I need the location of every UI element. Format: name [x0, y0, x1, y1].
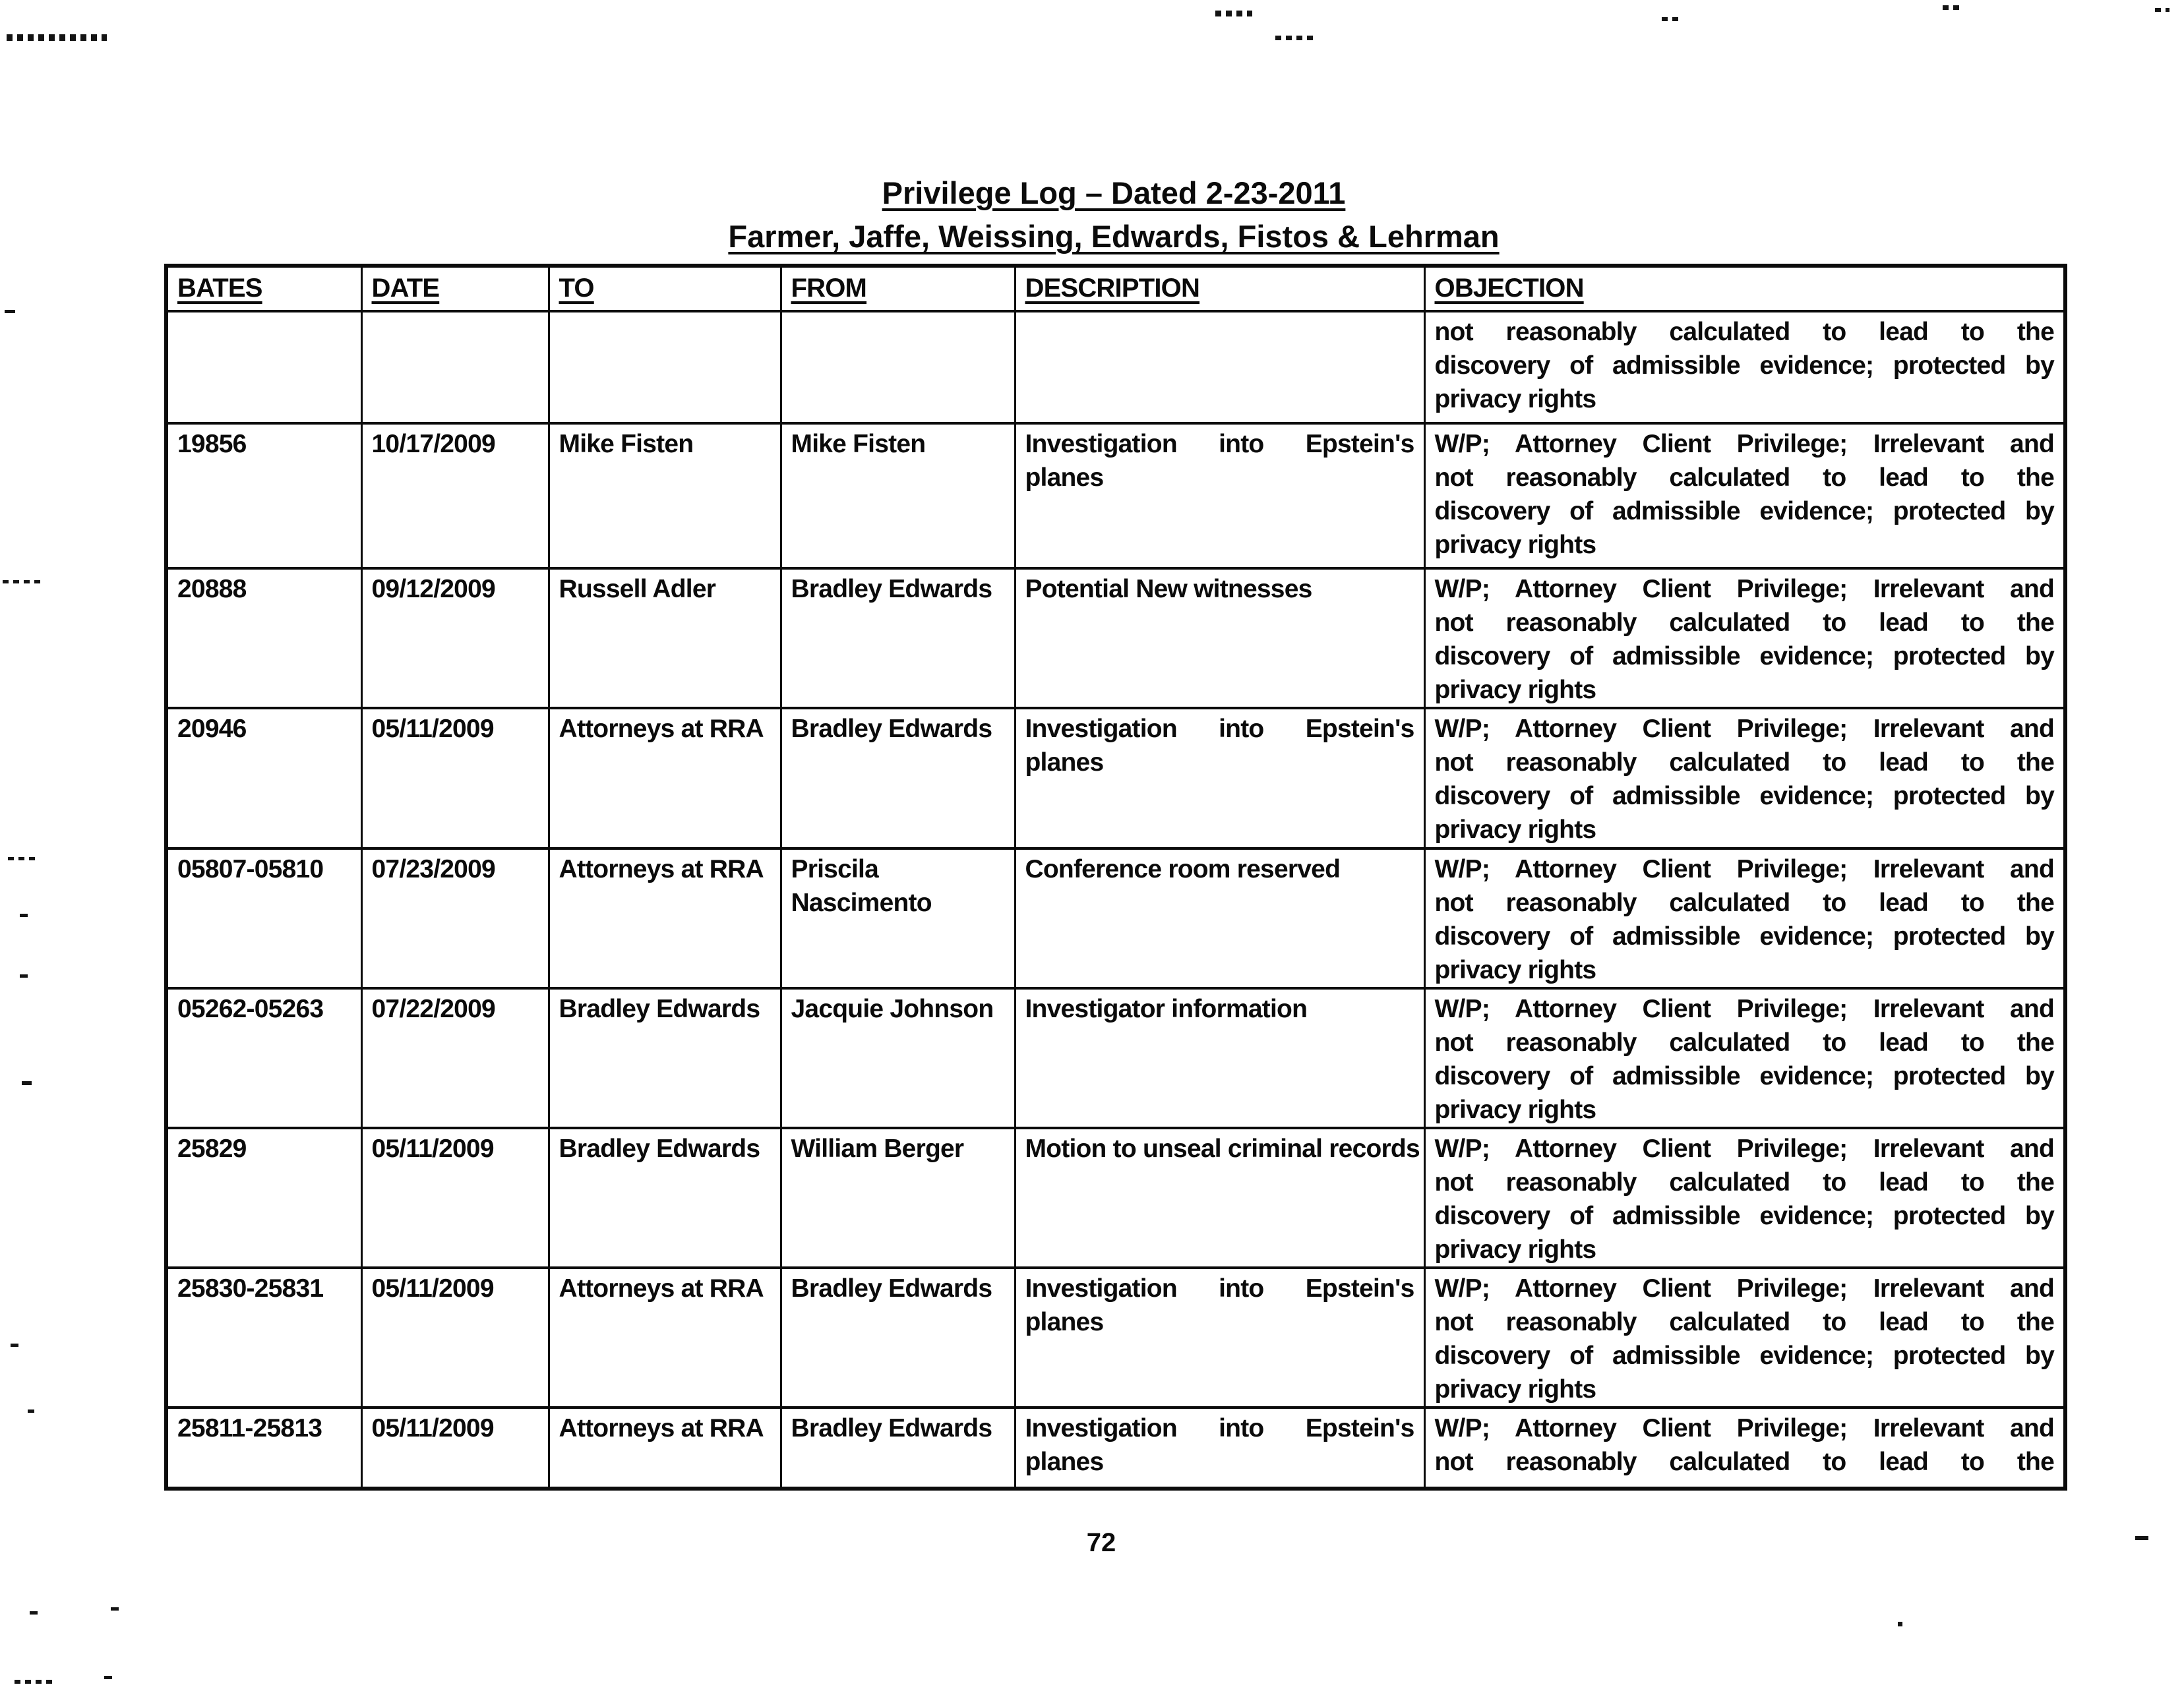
- table-row: [166, 568, 2065, 708]
- scan-artifact: [111, 1607, 119, 1611]
- scan-artifact: [8, 857, 38, 860]
- description-cell: Investigation into Epstein's planes: [1015, 423, 1424, 568]
- header-row: [166, 266, 2065, 311]
- scan-artifact: [1662, 17, 1683, 21]
- objection-cell: W/P; Attorney Client Privilege; Irrelevant and not reasonably calculated to lead to the discovery of admissible evidence; protected by privacy rights: [1424, 423, 2065, 568]
- objection-cell: W/P; Attorney Client Privilege; Irrelevant and not reasonably calculated to lead to the discovery of admissible evidence; protected by privacy rights: [1424, 848, 2065, 988]
- description-cell: Investigator information: [1015, 988, 1424, 1128]
- bates-cell: 05262-05263: [166, 988, 361, 1128]
- bates-cell: 19856: [166, 423, 361, 568]
- objection-cell: W/P; Attorney Client Privilege; Irrelevant and not reasonably calculated to lead to the discovery of admissible evidence; protected by privacy rights: [1424, 568, 2065, 708]
- objection-cell: W/P; Attorney Client Privilege; Irrelevant and not reasonably calculated to lead to the discovery of admissible evidence; protected by privacy rights: [1424, 708, 2065, 848]
- from-cell: Priscila Nascimento: [781, 848, 1015, 988]
- from-cell: William Berger: [781, 1128, 1015, 1268]
- scan-artifact: [1275, 36, 1314, 40]
- description-cell: Potential New witnesses: [1015, 568, 1424, 708]
- scan-artifact: [1943, 5, 1961, 10]
- description-cell: [1015, 311, 1424, 423]
- from-cell: Jacquie Johnson: [781, 988, 1015, 1128]
- table-row: [166, 1408, 2065, 1489]
- from-cell: Bradley Edwards: [781, 1268, 1015, 1408]
- to-cell: Bradley Edwards: [549, 1128, 781, 1268]
- table-row: [166, 988, 2065, 1128]
- bates-cell: 20888: [166, 568, 361, 708]
- scan-artifact: [1215, 11, 1252, 16]
- header-to: TO: [549, 266, 781, 311]
- objection-cell: not reasonably calculated to lead to the discovery of admissible evidence; protected by privacy rights: [1424, 311, 2065, 423]
- scan-artifact: [30, 1611, 38, 1615]
- scan-artifact: [3, 580, 44, 583]
- scan-artifact: [22, 1081, 32, 1085]
- from-cell: Bradley Edwards: [781, 708, 1015, 848]
- date-cell: 05/11/2009: [361, 1268, 549, 1408]
- description-cell: Investigation into Epstein's planes: [1015, 1408, 1424, 1489]
- description-cell: Conference room reserved: [1015, 848, 1424, 988]
- bates-cell: 25829: [166, 1128, 361, 1268]
- page-number: 72: [1086, 1528, 1116, 1557]
- scan-artifact: [7, 34, 107, 41]
- table-row: [166, 311, 2065, 423]
- document-title: Privilege Log – Dated 2-23-2011: [882, 175, 1346, 210]
- header-description: DESCRIPTION: [1015, 266, 1424, 311]
- table-row: [166, 1268, 2065, 1408]
- scan-artifact: [5, 310, 15, 313]
- privilege-log-table: [164, 264, 2067, 1491]
- scan-artifact: [28, 1409, 34, 1413]
- header-from: FROM: [781, 266, 1015, 311]
- to-cell: Attorneys at RRA: [549, 848, 781, 988]
- document-title-block: [164, 171, 2063, 258]
- scan-artifact: [1898, 1622, 1902, 1626]
- date-cell: 09/12/2009: [361, 568, 549, 708]
- date-cell: [361, 311, 549, 423]
- date-cell: 05/11/2009: [361, 708, 549, 848]
- to-cell: Attorneys at RRA: [549, 1408, 781, 1489]
- bates-cell: 25811-25813: [166, 1408, 361, 1489]
- table-row: [166, 423, 2065, 568]
- to-cell: Attorneys at RRA: [549, 708, 781, 848]
- description-cell: Investigation into Epstein's planes: [1015, 708, 1424, 848]
- bates-cell: [166, 311, 361, 423]
- scan-artifact: [20, 914, 28, 917]
- scan-artifact: [15, 1680, 54, 1684]
- scan-artifact: [104, 1676, 112, 1679]
- from-cell: Bradley Edwards: [781, 568, 1015, 708]
- date-cell: 05/11/2009: [361, 1128, 549, 1268]
- table-row: [166, 708, 2065, 848]
- table-row: [166, 848, 2065, 988]
- to-cell: Attorneys at RRA: [549, 1268, 781, 1408]
- bates-cell: 20946: [166, 708, 361, 848]
- to-cell: Mike Fisten: [549, 423, 781, 568]
- table-row: [166, 1128, 2065, 1268]
- objection-cell: W/P; Attorney Client Privilege; Irrelevant and not reasonably calculated to lead to the discovery of admissible evidence; protected by privacy rights: [1424, 1268, 2065, 1408]
- date-cell: 07/23/2009: [361, 848, 549, 988]
- to-cell: Russell Adler: [549, 568, 781, 708]
- bates-cell: 25830-25831: [166, 1268, 361, 1408]
- header-objection: OBJECTION: [1424, 266, 2065, 311]
- to-cell: Bradley Edwards: [549, 988, 781, 1128]
- scan-artifact: [2155, 8, 2169, 12]
- bates-cell: 05807-05810: [166, 848, 361, 988]
- header-date: DATE: [361, 266, 549, 311]
- to-cell: [549, 311, 781, 423]
- objection-cell: W/P; Attorney Client Privilege; Irrelevant and not reasonably calculated to lead to the discovery of admissible evidence; protected by privacy rights: [1424, 1128, 2065, 1268]
- description-cell: Motion to unseal criminal records: [1015, 1128, 1424, 1268]
- from-cell: [781, 311, 1015, 423]
- objection-cell: W/P; Attorney Client Privilege; Irrelevant and not reasonably calculated to lead to the: [1424, 1408, 2065, 1489]
- header-bates: BATES: [166, 266, 361, 311]
- from-cell: Mike Fisten: [781, 423, 1015, 568]
- scan-artifact: [11, 1344, 18, 1347]
- date-cell: 05/11/2009: [361, 1408, 549, 1489]
- objection-cell: W/P; Attorney Client Privilege; Irrelevant and not reasonably calculated to lead to the discovery of admissible evidence; protected by privacy rights: [1424, 988, 2065, 1128]
- scan-artifact: [2135, 1536, 2148, 1540]
- date-cell: 07/22/2009: [361, 988, 549, 1128]
- from-cell: Bradley Edwards: [781, 1408, 1015, 1489]
- scan-artifact: [20, 974, 28, 978]
- date-cell: 10/17/2009: [361, 423, 549, 568]
- document-subtitle: Farmer, Jaffe, Weissing, Edwards, Fistos & Lehrman: [728, 219, 1500, 254]
- description-cell: Investigation into Epstein's planes: [1015, 1268, 1424, 1408]
